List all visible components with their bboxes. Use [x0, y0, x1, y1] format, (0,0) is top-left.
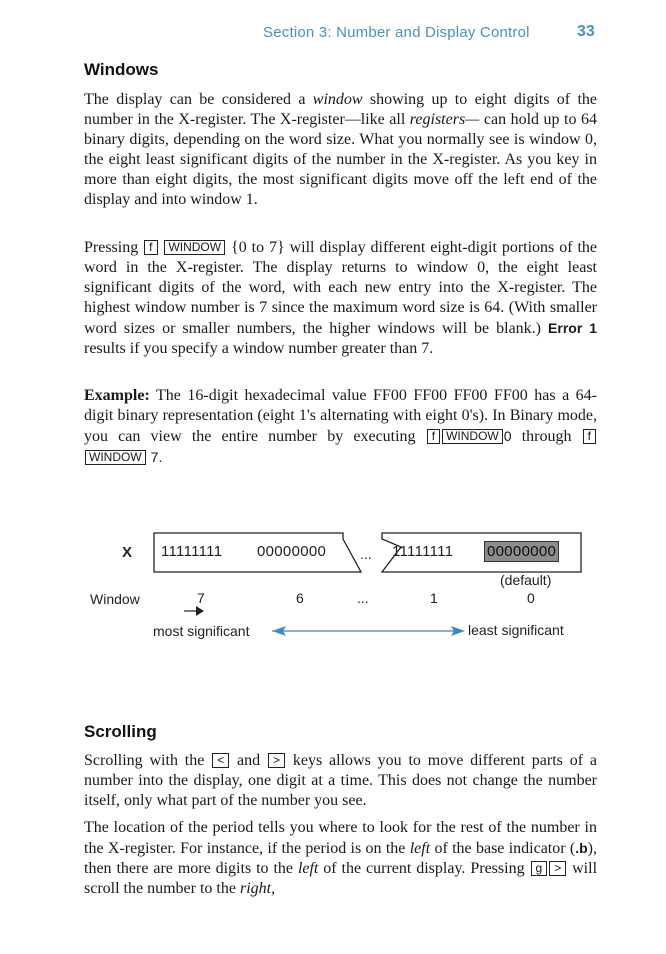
heading-scrolling: Scrolling [84, 722, 157, 741]
most-significant-label: most significant [153, 623, 250, 639]
default-label: (default) [500, 572, 552, 588]
window-1-digits: 11111111 [392, 543, 454, 560]
scroll-right-key-icon: > [549, 861, 566, 876]
windows-paragraph-2: Pressing f WINDOW {0 to 7} will display different eight-digit portions of the word in the X-register. The display returns to window 0, the eight least significant digits of the word, with each new entry into the X-register. The highest window number is 7 since the maximum word size is 64. (With smaller word sizes or smaller numbers, the higher windows will be blank.) Error 1 results if you specify a window number greater than 7. [84, 239, 598, 357]
base-indicator: .b [575, 840, 588, 856]
scrolling-paragraph-2: The location of the period tells you where to look for the rest of the number in the X-register. For instance, if the period is on the left of the base indicator (.b), then there are more digits to the left of the current display. Pressing g > will scroll the number to the right, [84, 819, 598, 897]
page-header [0, 24, 666, 46]
arrow-icon [184, 606, 204, 616]
f-key-icon: f [583, 429, 596, 444]
window-number-6: 6 [296, 590, 304, 606]
window-number-ellipsis: ... [357, 590, 369, 606]
scroll-left-key-icon: < [212, 753, 229, 768]
diagram-ellipsis: ... [360, 546, 372, 562]
window-label: Window [90, 591, 140, 607]
diagram-frame [0, 520, 666, 645]
g-key-icon: g [531, 861, 548, 876]
heading-windows: Windows [84, 60, 159, 79]
window-key-icon: WINDOW [85, 450, 146, 465]
error-label: Error 1 [548, 320, 597, 336]
page-number: 33 [577, 23, 595, 40]
window-diagram [0, 520, 666, 645]
window-7-digits: 11111111 [161, 543, 223, 560]
scroll-right-key-icon: > [268, 753, 285, 768]
least-significant-label: least significant [468, 622, 564, 638]
x-register-label: X [122, 544, 133, 561]
section-title: Section 3: Number and Display Control [263, 24, 530, 41]
window-number-7: 7 [197, 590, 205, 606]
window-0-digits: 00000000 [484, 541, 559, 562]
window-number-1: 1 [430, 590, 438, 606]
double-arrow-icon [272, 626, 465, 636]
window-6-digits: 00000000 [257, 543, 327, 560]
windows-paragraph-1: The display can be considered a window showing up to eight digits of the number in the X-register. The X-register—like all registers— can hold up to 64 binary digits, depending on the word size. What you normally see is window 0, the eight least significant digits of the number in the X-register. As you key in more than eight digits, the most significant digits move off the left end of the display and into window 1. [84, 91, 597, 208]
scrolling-paragraph-1: Scrolling with the < and > keys allows you to move different parts of a number into the display, one digit at a time. This does not change the number itself, only what part of the number you see. [84, 752, 598, 809]
f-key-icon: f [427, 429, 440, 444]
f-key-icon: f [144, 240, 157, 255]
window-number-0: 0 [527, 590, 535, 606]
example-paragraph: Example: The 16-digit hexadecimal value FF00 FF00 FF00 FF00 has a 64-digit binary representation (eight 1's alternating with eight 0's). In Binary mode, you can view the entire number by executing f WINDOW 0 through fWINDOW 7. [84, 387, 597, 465]
window-key-icon: WINDOW [442, 429, 503, 444]
window-key-icon: WINDOW [164, 240, 225, 255]
